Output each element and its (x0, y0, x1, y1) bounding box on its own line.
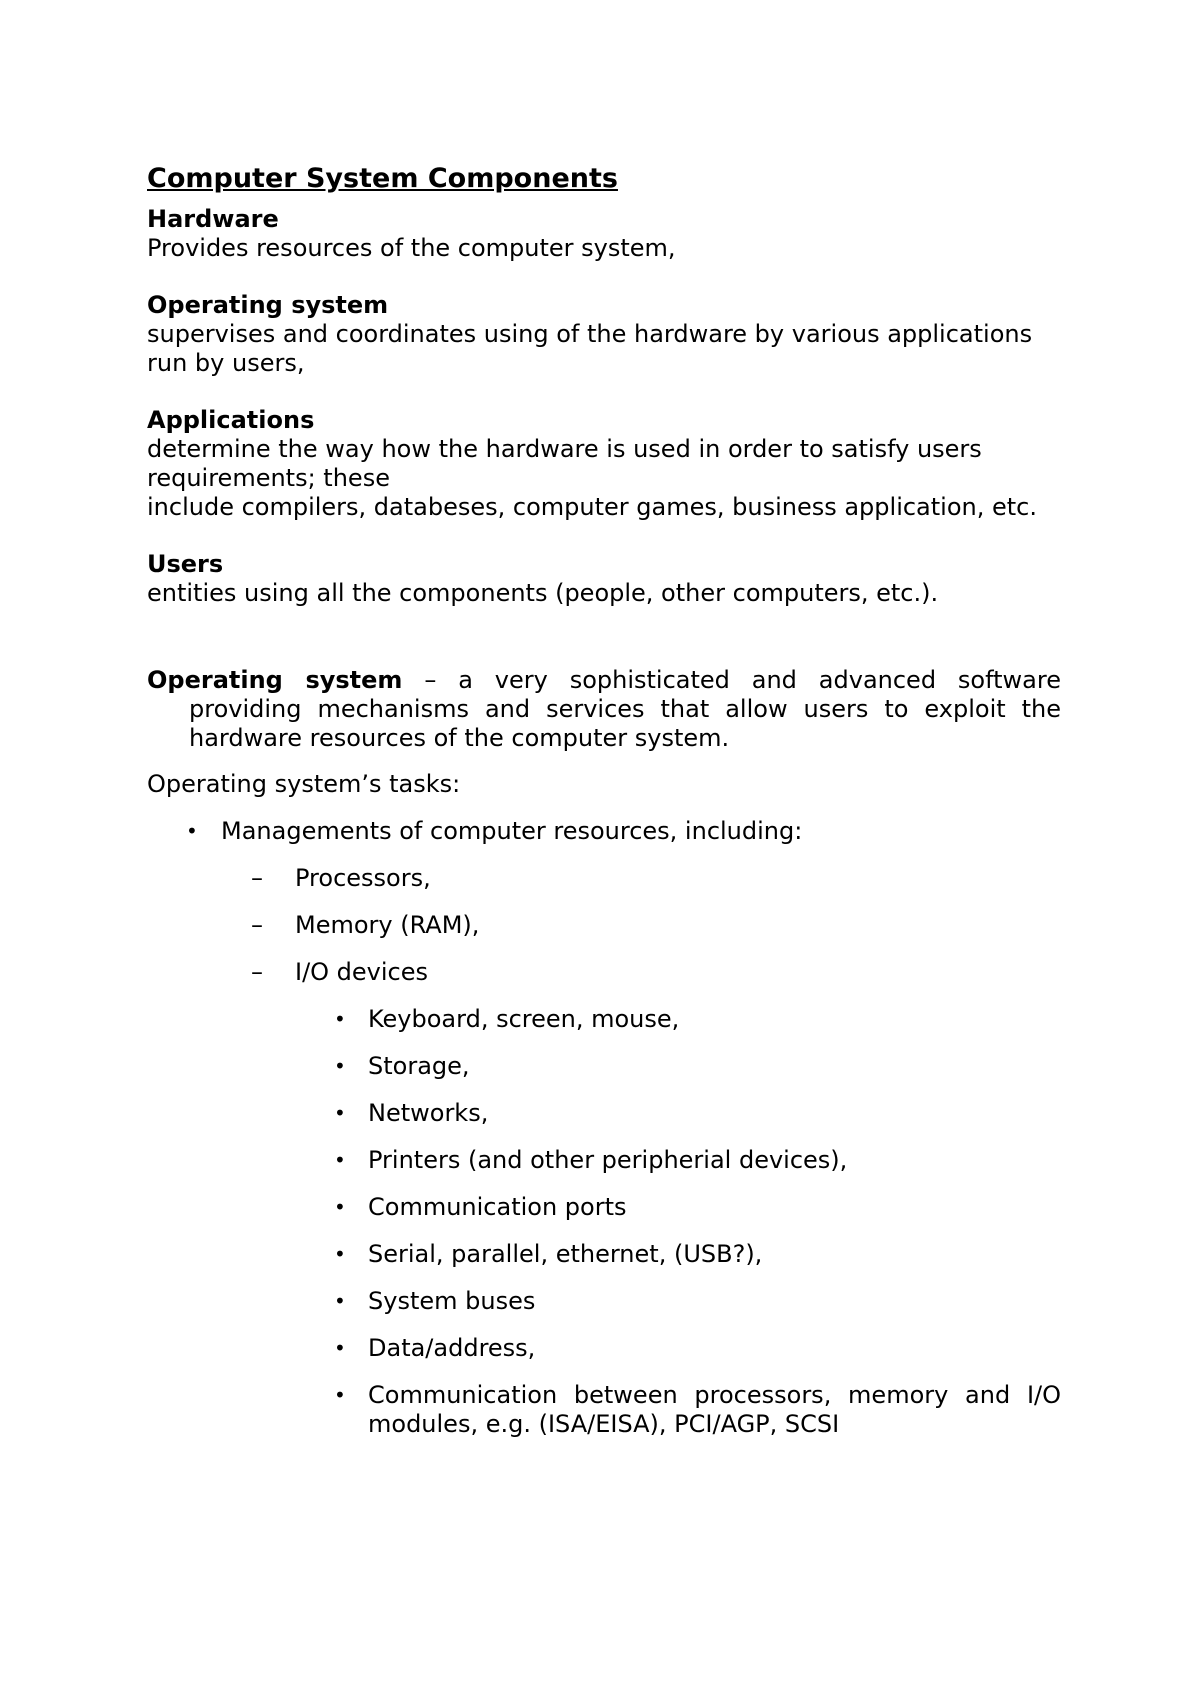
bullet-icon: • (186, 819, 198, 843)
list-item-text: Printers (and other peripherial devices), (368, 1146, 848, 1174)
list-item (295, 1005, 1061, 1034)
definition-description: determine the way how the hardware is used in order to satisfy users requirements; these (147, 435, 982, 492)
definition-term: Operating system (147, 291, 389, 319)
dash-icon: – (251, 864, 263, 892)
list-item (295, 1287, 1061, 1316)
bullet-icon: • (334, 1336, 346, 1360)
list-item-text: I/O devices (295, 958, 429, 986)
bullet-icon: • (334, 1007, 346, 1031)
definition-term: Hardware (147, 205, 279, 233)
list-item-text: Communication ports (368, 1193, 627, 1221)
list-item (221, 911, 1061, 940)
list-item-text: Communication between processors, memory and I/O modules, e.g. (ISA/EISA), PCI/AGP, SCSI (368, 1381, 1061, 1438)
list-item (295, 1052, 1061, 1081)
list-item (221, 864, 1061, 893)
os-definition-term: Operating system (147, 666, 403, 694)
definition-term: Applications (147, 406, 315, 434)
list-item-text: Data/address, (368, 1334, 536, 1362)
list-item-text: System buses (368, 1287, 536, 1315)
definition-description: Provides resources of the computer system, (147, 234, 676, 262)
definition-operating-system (147, 291, 1061, 378)
tasks-list (147, 817, 1061, 1439)
list-item-text: Managements of computer resources, including: (221, 817, 803, 845)
list-item (295, 1381, 1061, 1439)
io-devices-list (295, 1005, 1061, 1439)
bullet-icon: • (334, 1054, 346, 1078)
os-definition-text: – a very sophisticated and advanced software providing mechanisms and services that allow users to exploit the hardware resources of the computer system. (189, 666, 1061, 752)
bullet-icon: • (334, 1195, 346, 1219)
list-item-text: Processors, (295, 864, 431, 892)
list-item-text: Memory (RAM), (295, 911, 480, 939)
resource-list (221, 864, 1061, 1439)
definition-description: supervises and coordinates using of the hardware by various applications run by users, (147, 320, 1033, 377)
bullet-icon: • (334, 1383, 346, 1407)
bullet-icon: • (334, 1289, 346, 1313)
definition-description-continued: include compilers, databeses, computer games, business application, etc. (147, 493, 1037, 521)
list-item-text: Storage, (368, 1052, 470, 1080)
page-title: Computer System Components (147, 163, 618, 194)
bullet-icon: • (334, 1101, 346, 1125)
document-content (147, 162, 1061, 1457)
bullet-icon: • (334, 1148, 346, 1172)
os-definition-paragraph (147, 666, 1061, 753)
tasks-intro: Operating system’s tasks: (147, 770, 461, 798)
list-item (295, 1193, 1061, 1222)
list-item (147, 817, 1061, 1439)
definition-term: Users (147, 550, 224, 578)
definition-applications (147, 406, 1061, 522)
list-item (295, 1099, 1061, 1128)
list-item-text: Serial, parallel, ethernet, (USB?), (368, 1240, 763, 1268)
list-item (295, 1240, 1061, 1269)
list-item (221, 958, 1061, 1439)
dash-icon: – (251, 958, 263, 986)
definition-description: entities using all the components (people, other computers, etc.). (147, 579, 939, 607)
list-item-text: Networks, (368, 1099, 489, 1127)
definition-hardware (147, 205, 1061, 263)
list-item-text: Keyboard, screen, mouse, (368, 1005, 680, 1033)
list-item (295, 1146, 1061, 1175)
dash-icon: – (251, 911, 263, 939)
bullet-icon: • (334, 1242, 346, 1266)
list-item (295, 1334, 1061, 1363)
definition-users (147, 550, 1061, 608)
